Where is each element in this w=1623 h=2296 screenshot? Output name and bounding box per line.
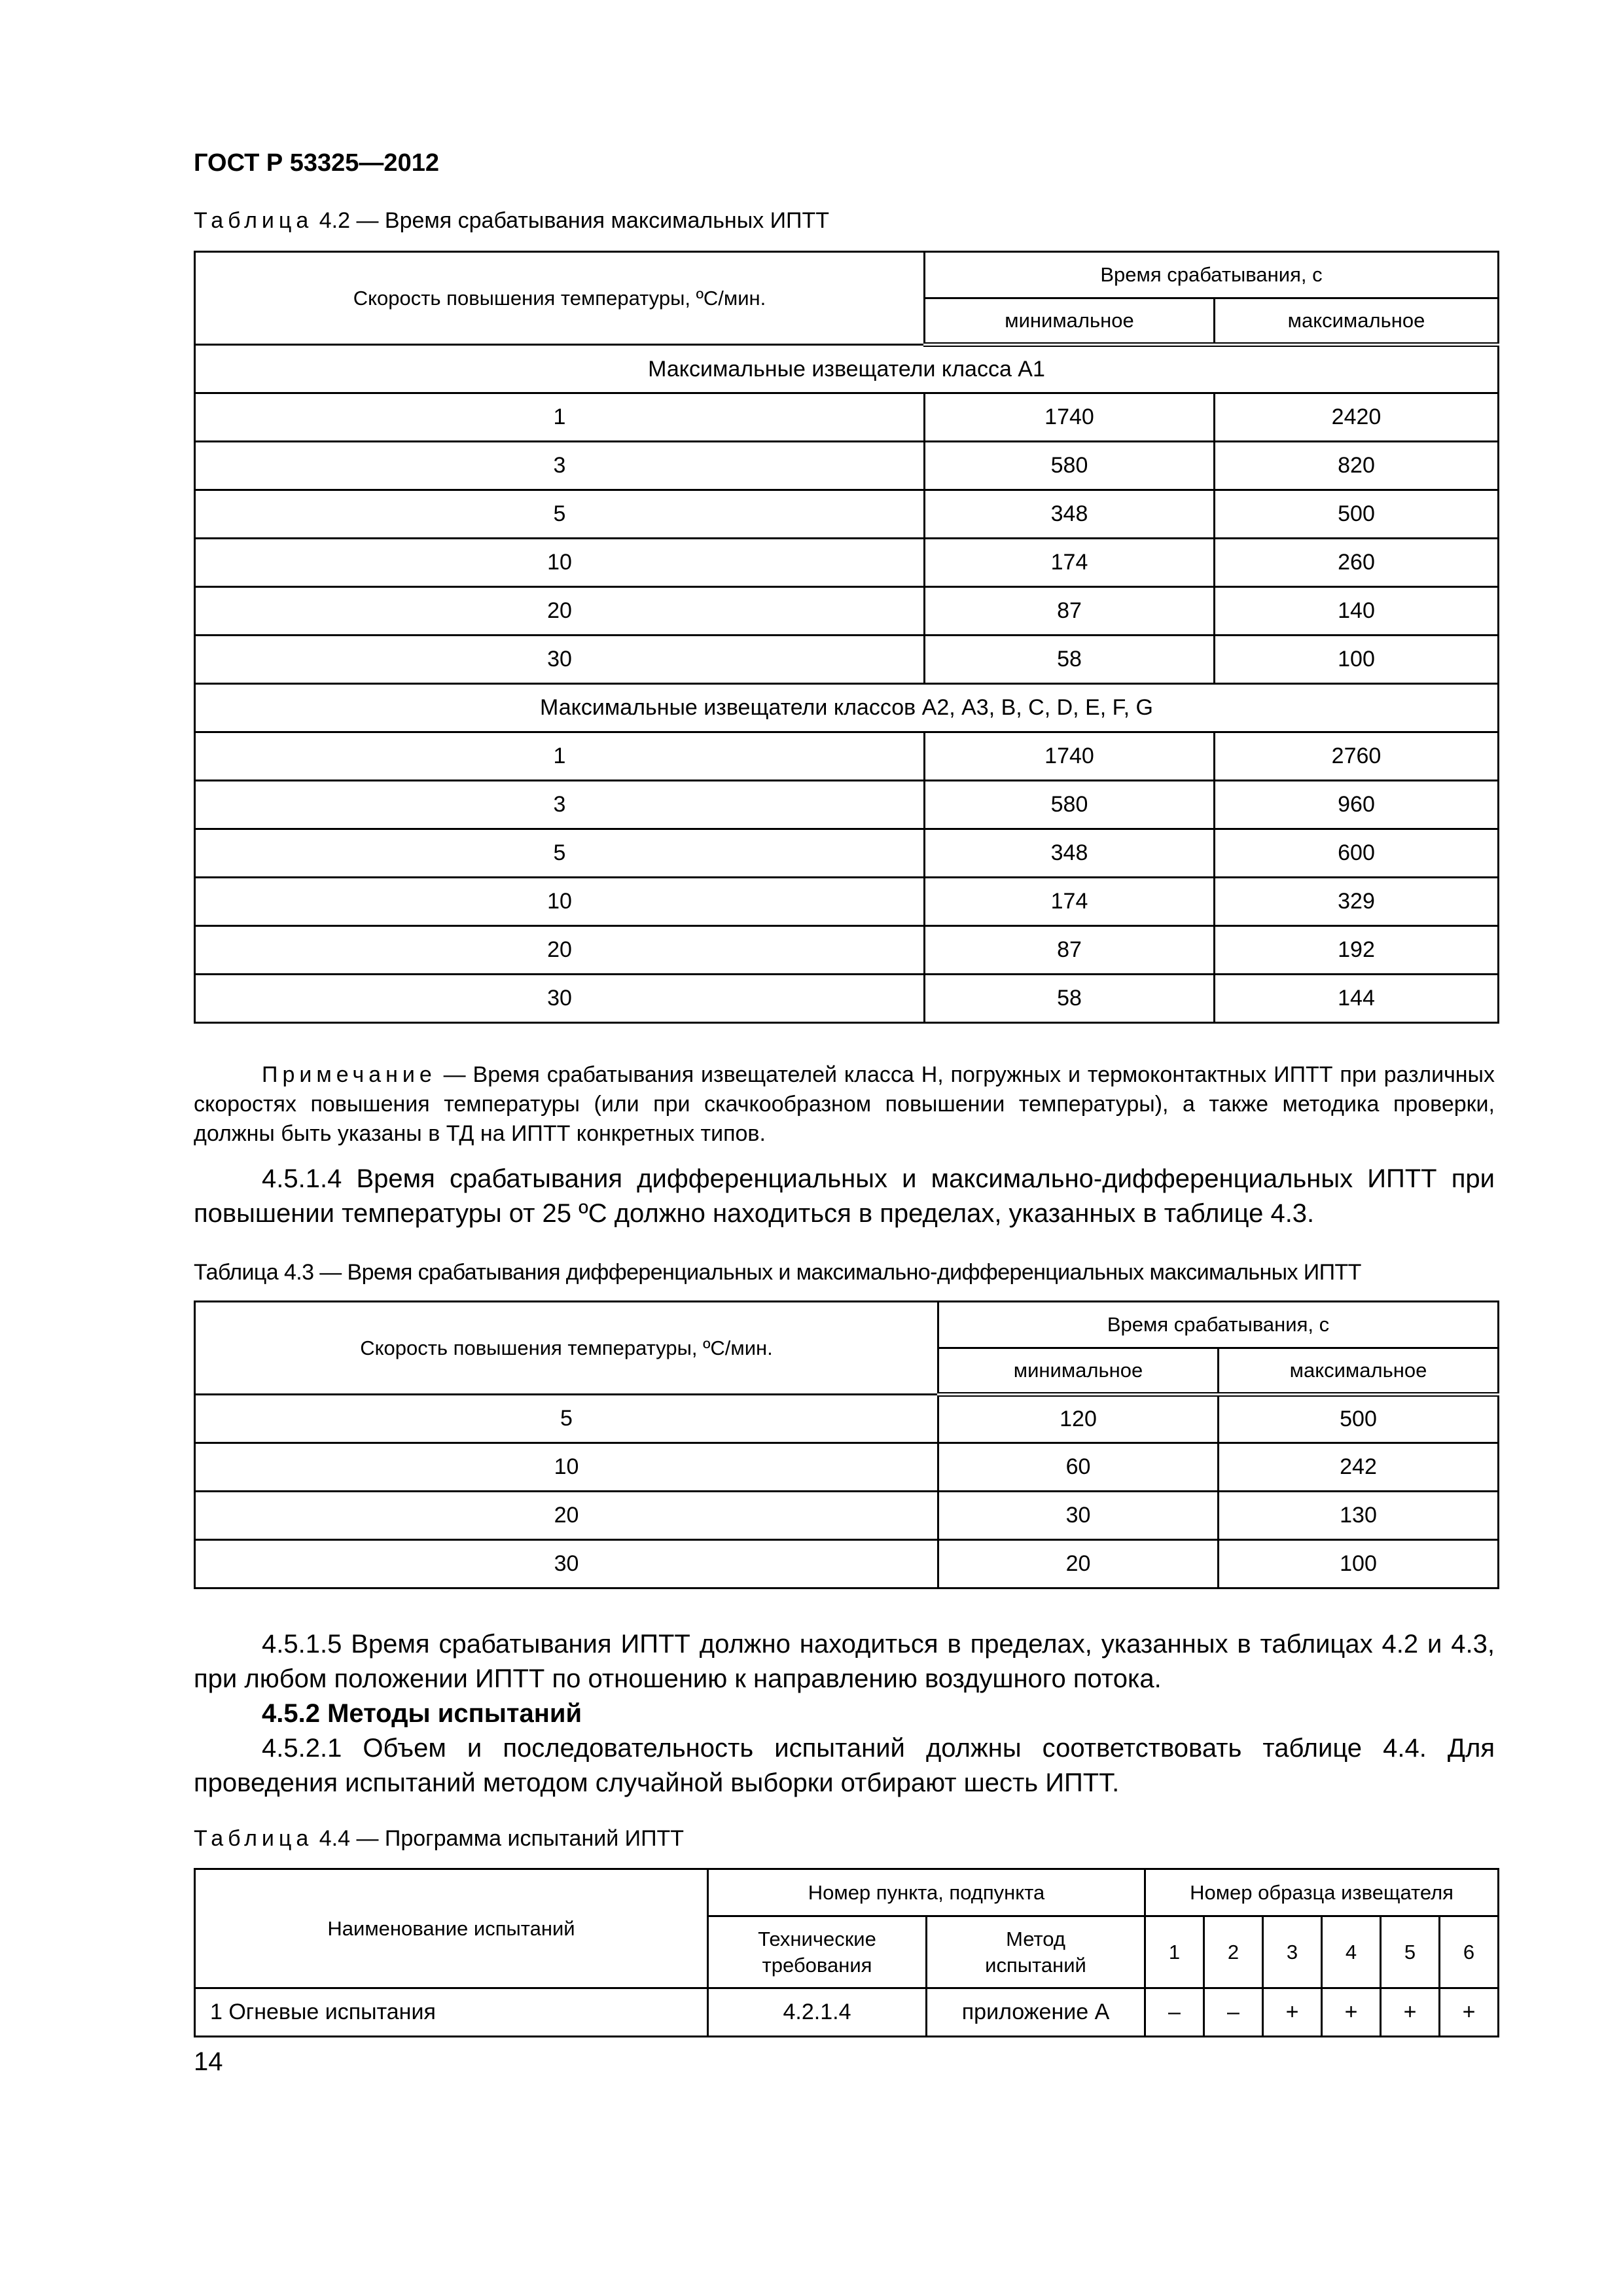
header-rate: Скорость повышения температуры, ºС/мин.: [195, 1302, 938, 1395]
document-header: ГОСТ Р 53325—2012: [194, 149, 439, 177]
table-4-4: [194, 1868, 1499, 2037]
table-row: 5 120 500: [195, 1395, 1499, 1443]
header-tech-requirements: Технические требования: [708, 1916, 927, 1988]
header-min: минимальное: [925, 298, 1215, 345]
caption-prefix: Таблица: [194, 208, 313, 233]
table-4-4-caption: [194, 1826, 684, 1852]
header-response-time: Время срабатывания, с: [925, 252, 1499, 298]
paragraph-4-5-1-4: 4.5.1.4 Время срабатывания дифференциальных и максимально-дифференциальных ИПТТ при повышении температуры от 25 ºС должно находиться в пределах, указанных в таблице 4.3.: [194, 1164, 1495, 1228]
header-min: минимальное: [938, 1348, 1219, 1395]
table-4-2-caption: [194, 208, 829, 234]
table-4-3: [194, 1300, 1499, 1589]
table-row: 10 60 242: [195, 1443, 1499, 1492]
sample-number: 6: [1440, 1916, 1499, 1988]
caption-prefix: Таблица: [194, 1826, 313, 1851]
sample-number: 2: [1204, 1916, 1263, 1988]
sample-number: 1: [1145, 1916, 1204, 1988]
table-row: 10 174 329: [195, 878, 1499, 926]
sample-mark: –: [1204, 1988, 1263, 2037]
header-max: максимальное: [1219, 1348, 1499, 1395]
test-name: 1 Огневые испытания: [195, 1988, 708, 2037]
header-response-time: Время срабатывания, с: [938, 1302, 1499, 1348]
paragraph-4-5-1-5: 4.5.1.5 Время срабатывания ИПТТ должно находиться в пределах, указанных в таблицах 4.2 и 4.3, при любом положении ИПТТ по отношению к направлению воздушного потока.: [194, 1630, 1495, 1693]
table-4-3-caption: Таблица 4.3 — Время срабатывания дифференциальных и максимально-дифференциальных максимальных ИПТТ: [194, 1260, 1361, 1285]
sample-mark: –: [1145, 1988, 1204, 2037]
page-number: 14: [194, 2047, 223, 2076]
group-row-a1: Максимальные извещатели класса А1: [195, 345, 1499, 393]
table-row: 1 1740 2760: [195, 732, 1499, 781]
table-row: 3 580 820: [195, 442, 1499, 490]
sample-mark: +: [1440, 1988, 1499, 2037]
sample-mark: +: [1381, 1988, 1440, 2037]
paragraph-4-5-2-1: 4.5.2.1 Объем и последовательность испытаний должны соответствовать таблице 4.4. Для проведения испытаний методом случайной выборки отбирают шесть ИПТТ.: [194, 1734, 1495, 1797]
note-text: — Время срабатывания извещателей класса Н, погружных и термоконтактных ИПТТ при различных скоростях повышения температуры (или при скачкообразном повышении температуры), а также методика проверки, должны быть указаны в ТД на ИПТТ конкретных типов.: [194, 1062, 1495, 1146]
note-prefix: Примечание: [262, 1062, 437, 1087]
sample-number: 4: [1322, 1916, 1381, 1988]
caption-text: 4.2 — Время срабатывания максимальных ИПТТ: [313, 208, 829, 233]
heading-4-5-2: 4.5.2 Методы испытаний: [262, 1699, 582, 1728]
table-row: 20 87 140: [195, 587, 1499, 636]
table-row: 30 20 100: [195, 1540, 1499, 1588]
group-row-a2-g: Максимальные извещатели классов А2, А3, В, С, D, Е, F, G: [195, 684, 1499, 732]
sample-mark: +: [1263, 1988, 1322, 2037]
table-note: [194, 1060, 1495, 1149]
header-clause-number: Номер пункта, подпункта: [708, 1869, 1145, 1916]
header-rate: Скорость повышения температуры, ºС/мин.: [195, 252, 925, 345]
header-sample-number: Номер образца извещателя: [1145, 1869, 1499, 1916]
table-row: 30 58 100: [195, 636, 1499, 684]
sample-number: 5: [1381, 1916, 1440, 1988]
sample-number: 3: [1263, 1916, 1322, 1988]
table-row: 30 58 144: [195, 975, 1499, 1023]
table-row: 10 174 260: [195, 539, 1499, 587]
table-row: 20 87 192: [195, 926, 1499, 975]
header-max: максимальное: [1215, 298, 1499, 345]
table-4-2: [194, 251, 1499, 1024]
table-row: 1 1740 2420: [195, 393, 1499, 442]
method-ref: приложение А: [927, 1988, 1145, 2037]
caption-text: 4.4 — Программа испытаний ИПТТ: [313, 1826, 685, 1851]
table-row: [195, 1988, 1499, 2037]
header-test-name: Наименование испытаний: [195, 1869, 708, 1988]
tech-clause: 4.2.1.4: [708, 1988, 927, 2037]
table-row: 20 30 130: [195, 1492, 1499, 1540]
table-row: 3 580 960: [195, 781, 1499, 829]
header-test-method: Метод испытаний: [927, 1916, 1145, 1988]
sample-mark: +: [1322, 1988, 1381, 2037]
table-row: 5 348 500: [195, 490, 1499, 539]
table-row: 5 348 600: [195, 829, 1499, 878]
